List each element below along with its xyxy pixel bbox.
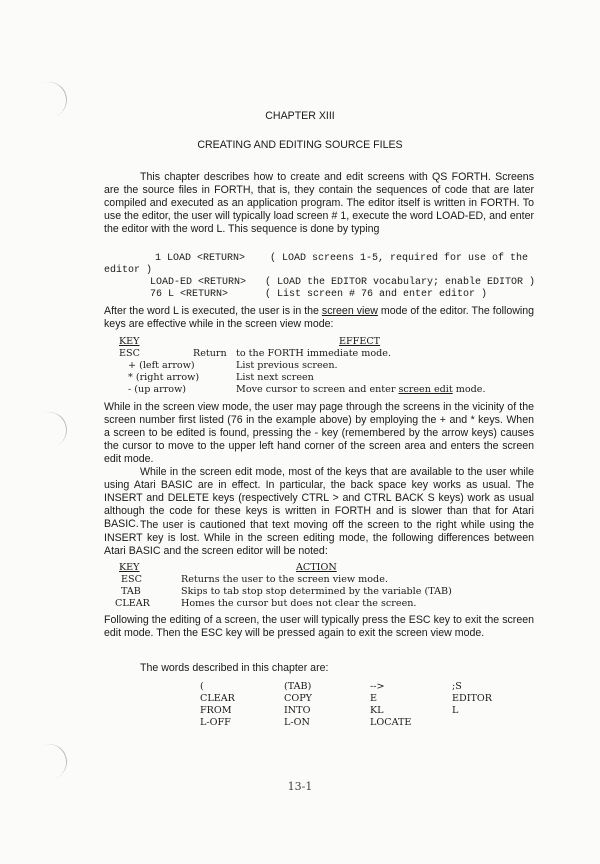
- command-line: editor ): [104, 265, 153, 276]
- screen-view-term: screen view: [321, 305, 378, 317]
- table-action: Returns the user to the screen view mode.: [181, 574, 388, 585]
- table-action: Skips to tab stop stop determined by the variable (TAB): [181, 586, 452, 597]
- word-item: (: [200, 681, 204, 692]
- table-key: * (right arrow): [128, 372, 200, 383]
- command-line: 1 LOAD <RETURN>: [155, 253, 246, 264]
- word-item: FROM: [200, 705, 232, 716]
- table-key: CLEAR: [115, 598, 150, 609]
- caution-paragraph: The user is cautioned that text moving off the screen to the right while using the INSERT key is lost. While in the screen editing mode, the following differences between Atari BASIC and the screen editor will be noted:: [104, 519, 534, 558]
- exit-paragraph: Following the editing of a screen, the user will typically press the ESC key to exit the screen edit mode. Then the ESC key will be pressed again to exit the screen view mode.: [104, 614, 534, 640]
- word-item: E: [370, 693, 378, 704]
- punch-hole-mark: [25, 739, 72, 785]
- words-intro: The words described in this chapter are:: [140, 662, 329, 674]
- word-item: INTO: [284, 705, 311, 716]
- table-key: ESC: [121, 574, 142, 585]
- command-comment: ( LOAD the EDITOR vocabulary; enable EDITOR ): [265, 277, 536, 288]
- word-item: CLEAR: [200, 693, 235, 704]
- table-effect: Return: [193, 348, 227, 359]
- command-comment: ( LOAD screens 1-5, required for use of the: [270, 253, 529, 264]
- chapter-title: CREATING AND EDITING SOURCE FILES: [197, 139, 403, 151]
- word-item: COPY: [284, 693, 312, 704]
- word-item: (TAB): [284, 681, 312, 692]
- table-key: - (up arrow): [128, 384, 187, 395]
- table-effect-text: to the FORTH immediate mode.: [236, 348, 392, 359]
- command-line: LOAD-ED <RETURN>: [150, 277, 247, 288]
- table-header-action: ACTION: [296, 562, 337, 573]
- table-action: Homes the cursor but does not clear the screen.: [181, 598, 417, 609]
- edit-mode-paragraph: While in the screen edit mode, most of the keys that are available to the user while using Atari BASIC are in effect. In particular, the back space key works as usual. The INSERT and DELETE keys (respectively CTRL > and CTRL BACK S keys) work as usual although the code for these keys is written in FORTH and is slower than that for Atari BASIC.: [104, 466, 534, 531]
- word-item: -->: [370, 681, 385, 692]
- page-number: 13-1: [287, 780, 313, 793]
- table-key: TAB: [121, 586, 141, 597]
- table-header-key: KEY: [119, 562, 140, 573]
- word-item: LOCATE: [370, 717, 412, 728]
- punch-hole-mark: [25, 407, 72, 453]
- word-item: EDITOR: [452, 693, 492, 704]
- command-line: 76 L <RETURN>: [150, 289, 229, 300]
- table-key: + (left arrow): [128, 360, 195, 371]
- word-item: L: [452, 705, 459, 716]
- table-header-effect: EFFECT: [339, 336, 381, 347]
- table-header-key: KEY: [119, 336, 140, 347]
- paging-paragraph: While in the screen view mode, the user may page through the screens in the vicinity of the screen number first listed (76 in the example above) by employing the + and * keys. When a screen to be edited is found, pressing the - key (remembered by the arrow keys) causes the cursor to move to the upper left hand corner of the screen area and enters the screen edit mode.: [104, 401, 534, 466]
- table-effect: Move cursor to screen and enter screen edit mode.: [236, 384, 486, 395]
- view-mode-paragraph: After the word L is executed, the user is in the screen view mode of the editor. The following keys are effective while in the screen view mode:: [104, 305, 535, 331]
- word-item: L-OFF: [200, 717, 231, 728]
- table-effect: List next screen: [236, 372, 314, 383]
- word-item: ;S: [452, 681, 462, 692]
- table-effect: List previous screen.: [236, 360, 338, 371]
- table-key: ESC: [119, 348, 140, 359]
- command-comment: ( List screen # 76 and enter editor ): [265, 289, 488, 300]
- intro-paragraph: This chapter describes how to create and edit screens with QS FORTH. Screens are the source files in FORTH, that is, they contain the sequences of code that are later compiled and executed as an application program. The editor itself is written in FORTH. To use the editor, the user will typically load screen # 1, execute the word LOAD-ED, and enter the editor with the word L. This sequence is done by typing: [104, 171, 534, 236]
- word-item: KL: [370, 705, 384, 716]
- chapter-label: CHAPTER XIII: [265, 110, 335, 122]
- word-item: L-ON: [284, 717, 310, 728]
